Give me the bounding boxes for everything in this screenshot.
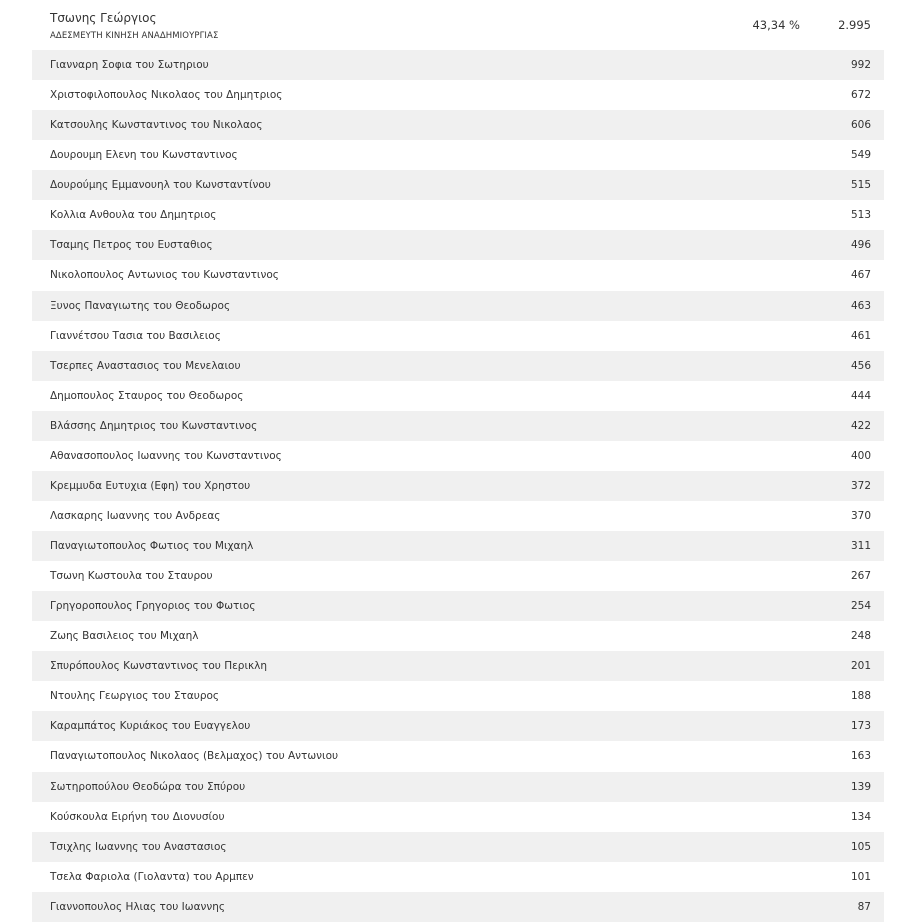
candidate-name: Δημοπουλος Σταυρος του Θεοδωρος — [50, 389, 244, 402]
table-row — [32, 411, 884, 441]
table-row — [32, 260, 884, 290]
candidate-name: Δουρουμη Ελενη του Κωνσταντινος — [50, 149, 238, 162]
candidate-name: Ζωης Βασιλειος του Μιχαηλ — [50, 630, 199, 643]
candidate-votes: 444 — [850, 389, 871, 402]
candidate-name: Νικολοπουλος Αντωνιος του Κωνσταντινος — [50, 269, 279, 282]
table-row — [32, 832, 884, 862]
candidate-votes: 672 — [850, 89, 871, 102]
candidate-name: Ξυνος Παναγιωτης του Θεοδωρος — [50, 299, 231, 312]
table-row — [32, 651, 884, 681]
table-row — [32, 892, 884, 922]
table-row — [32, 321, 884, 351]
candidate-name: Τσαμης Πετρος του Ευσταθιος — [50, 239, 213, 252]
candidate-name: Αθανασοπουλος Ιωαννης του Κωνσταντινος — [50, 449, 282, 462]
candidate-votes: 372 — [850, 479, 871, 492]
candidate-votes: 467 — [850, 269, 871, 282]
table-row — [32, 681, 884, 711]
candidate-name: Λασκαρης Ιωαννης του Ανδρεας — [50, 509, 221, 522]
candidate-name: Γιανναρη Σοφια του Σωτηριου — [50, 59, 209, 72]
results-table — [32, 0, 884, 922]
table-row — [32, 501, 884, 531]
table-row — [32, 621, 884, 651]
candidate-votes: 87 — [857, 900, 871, 913]
candidate-votes: 456 — [850, 359, 871, 372]
table-row — [32, 230, 884, 260]
list-header — [32, 0, 884, 50]
candidate-name: Σωτηροπούλου Θεοδώρα του Σπύρου — [50, 780, 246, 793]
candidate-votes: 463 — [850, 299, 871, 312]
candidate-votes: 134 — [850, 810, 871, 823]
table-row — [32, 862, 884, 892]
table-row — [32, 441, 884, 471]
candidate-name: Καραμπάτος Κυριάκος του Ευαγγελου — [50, 720, 251, 733]
candidate-name: Χριστοφιλοπουλος Νικολαος του Δημητριος — [50, 89, 283, 102]
table-row — [32, 291, 884, 321]
candidate-votes: 370 — [850, 509, 871, 522]
candidate-votes: 422 — [850, 419, 871, 432]
table-row — [32, 772, 884, 802]
candidate-votes: 515 — [850, 179, 871, 192]
candidate-votes: 992 — [850, 59, 871, 72]
candidate-votes: 311 — [850, 540, 871, 553]
table-row — [32, 50, 884, 80]
candidate-name: Βλάσσης Δημητριος του Κωνσταντινος — [50, 419, 258, 432]
candidate-votes: 606 — [850, 119, 871, 132]
candidate-name: Τσωνη Κωστουλα του Σταυρου — [50, 570, 213, 583]
candidate-votes: 267 — [850, 570, 871, 583]
candidate-votes: 188 — [850, 690, 871, 703]
candidate-name: Τσελα Φαριολα (Γιολαντα) του Αρμπεν — [50, 870, 254, 883]
candidate-votes: 496 — [850, 239, 871, 252]
candidate-name: Κρεμμυδα Ευτυχια (Εφη) του Χρηστου — [50, 479, 251, 492]
candidate-votes: 139 — [850, 780, 871, 793]
table-row — [32, 110, 884, 140]
candidate-votes: 173 — [850, 720, 871, 733]
candidate-name: Παναγιωτοπουλος Νικολαος (Βελμαχος) του Αντωνιου — [50, 750, 339, 763]
total-votes: 2.995 — [838, 18, 871, 32]
table-row — [32, 741, 884, 771]
candidate-name: Γιαννέτσου Τασια του Βασιλειος — [50, 329, 221, 342]
table-row — [32, 351, 884, 381]
table-row — [32, 140, 884, 170]
candidate-votes: 201 — [850, 660, 871, 673]
candidate-votes: 163 — [850, 750, 871, 763]
table-row — [32, 711, 884, 741]
candidate-name: Γρηγοροπουλος Γρηγοριος του Φωτιος — [50, 600, 256, 613]
candidate-votes: 461 — [850, 329, 871, 342]
candidate-votes: 549 — [850, 149, 871, 162]
candidate-votes: 513 — [850, 209, 871, 222]
table-row — [32, 170, 884, 200]
candidate-name: Κούσκουλα Ειρήνη του Διονυσίου — [50, 810, 225, 823]
head-candidate-name: Τσωνης Γεώργιος — [50, 11, 157, 25]
candidate-name: Δουρούμης Εμμανουηλ του Κωνσταντίνου — [50, 179, 271, 192]
candidate-votes: 101 — [850, 870, 871, 883]
candidate-name: Παναγιωτοπουλος Φωτιος του Μιχαηλ — [50, 540, 254, 553]
candidate-name: Ντουλης Γεωργιος του Σταυρος — [50, 690, 220, 703]
table-row — [32, 591, 884, 621]
candidate-votes: 248 — [850, 630, 871, 643]
candidate-name: Κατσουλης Κωνσταντινος του Νικολαος — [50, 119, 263, 132]
table-row — [32, 80, 884, 110]
table-row — [32, 561, 884, 591]
table-row — [32, 471, 884, 501]
table-row — [32, 802, 884, 832]
candidate-list — [32, 50, 884, 922]
table-row — [32, 531, 884, 561]
candidate-name: Γιαννοπουλος Ηλιας του Ιωαννης — [50, 900, 226, 913]
candidate-name: Τσιχλης Ιωαννης του Αναστασιος — [50, 840, 227, 853]
candidate-votes: 254 — [850, 600, 871, 613]
party-name: ΑΔΕΣΜΕΥΤΗ ΚΙΝΗΣΗ ΑΝΑΔΗΜΙΟΥΡΓΙΑΣ — [50, 31, 219, 41]
table-row — [32, 381, 884, 411]
candidate-name: Τσερπες Αναστασιος του Μενελαιου — [50, 359, 241, 372]
candidate-name: Κολλια Ανθουλα του Δημητριος — [50, 209, 217, 222]
candidate-votes: 105 — [850, 840, 871, 853]
vote-percentage: 43,34 % — [752, 18, 800, 32]
candidate-votes: 400 — [850, 449, 871, 462]
candidate-name: Σπυρόπουλος Κωνσταντινος του Περικλη — [50, 660, 268, 673]
table-row — [32, 200, 884, 230]
